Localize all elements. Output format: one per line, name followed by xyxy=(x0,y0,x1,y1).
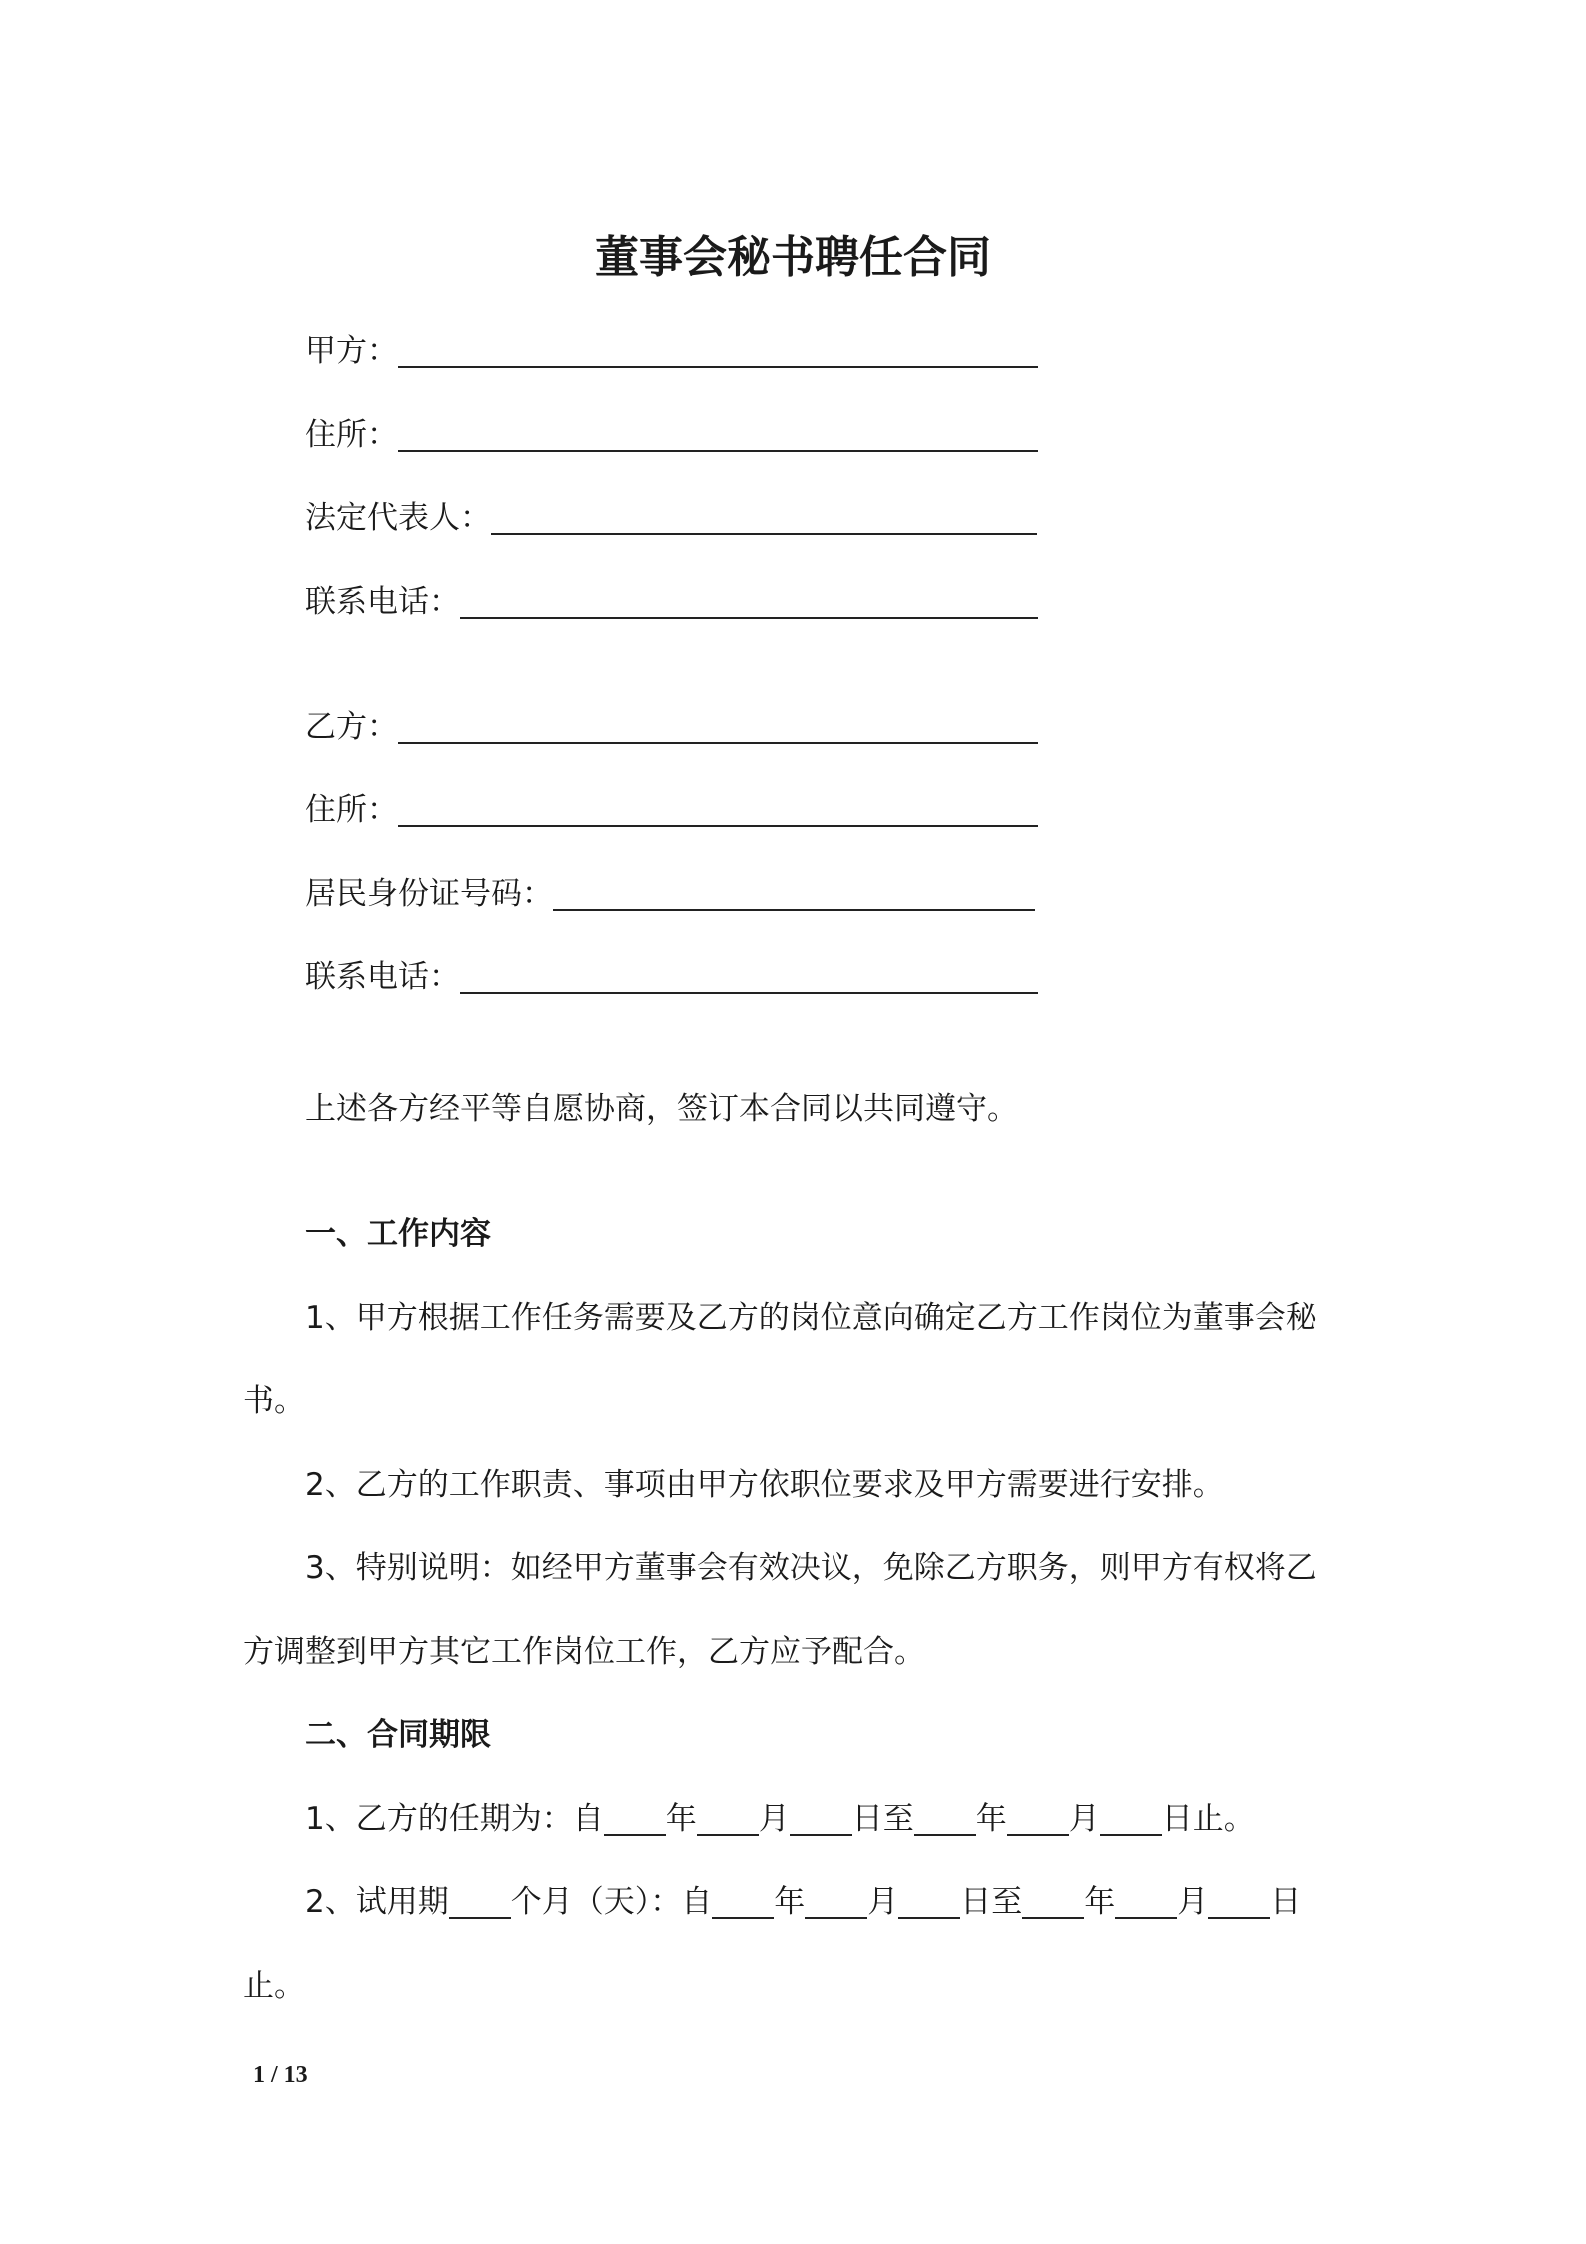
section2-item1-prefix: 1、乙方的任期为：自 xyxy=(305,1801,604,1837)
preamble: 上述各方经平等自愿协商，签订本合同以共同遵守。 xyxy=(305,1091,1018,1127)
section2-item2 xyxy=(305,1881,1301,1923)
party-b-id-line[interactable] xyxy=(553,879,1035,911)
probation-length-blank[interactable] xyxy=(449,1887,511,1919)
year-label: 年 xyxy=(665,1801,697,1837)
section2-item2-line2: 止。 xyxy=(243,1968,305,2004)
start-year-blank[interactable] xyxy=(604,1804,666,1836)
section1-item3-line2: 方调整到甲方其它工作岗位工作，乙方应予配合。 xyxy=(243,1634,925,1670)
section2-item1 xyxy=(305,1798,1255,1840)
month-label: 月 xyxy=(758,1801,790,1837)
party-a-rep-field xyxy=(305,489,1037,539)
probation-start-day-blank[interactable] xyxy=(898,1887,960,1919)
probation-start-year-blank[interactable] xyxy=(712,1887,774,1919)
month-label: 月 xyxy=(867,1884,899,1920)
probation-end-day-blank[interactable] xyxy=(1208,1887,1270,1919)
section2-item2-prefix: 2、试用期 xyxy=(305,1884,449,1920)
party-a-address-label: 住所： xyxy=(305,417,398,453)
party-a-address-line[interactable] xyxy=(398,420,1038,452)
party-b-phone-field xyxy=(305,948,1038,998)
year-label: 年 xyxy=(1084,1884,1116,1920)
end-month-blank[interactable] xyxy=(1007,1804,1069,1836)
party-b-id-label: 居民身份证号码： xyxy=(305,876,553,912)
probation-end-month-blank[interactable] xyxy=(1115,1887,1177,1919)
party-a-rep-label: 法定代表人： xyxy=(305,500,491,536)
section1-item1-line2: 书。 xyxy=(243,1383,305,1419)
party-b-phone-label: 联系电话： xyxy=(305,959,460,995)
party-a-phone-label: 联系电话： xyxy=(305,584,460,620)
party-b-phone-line[interactable] xyxy=(460,962,1038,994)
start-day-blank[interactable] xyxy=(790,1804,852,1836)
party-b-id-field xyxy=(305,865,1035,915)
section2-heading: 二、合同期限 xyxy=(305,1717,491,1753)
start-month-blank[interactable] xyxy=(697,1804,759,1836)
probation-end-year-blank[interactable] xyxy=(1022,1887,1084,1919)
section1-item1-line1: 1、甲方根据工作任务需要及乙方的岗位意向确定乙方工作岗位为董事会秘 xyxy=(305,1300,1317,1336)
end-day-blank[interactable] xyxy=(1100,1804,1162,1836)
party-b-address-line[interactable] xyxy=(398,795,1038,827)
year-label: 年 xyxy=(774,1884,806,1920)
party-b-name-line[interactable] xyxy=(398,712,1038,744)
section1-item3-line1: 3、特别说明：如经甲方董事会有效决议，免除乙方职务，则甲方有权将乙 xyxy=(305,1550,1317,1586)
party-b-address-label: 住所： xyxy=(305,792,398,828)
party-a-address-field xyxy=(305,406,1038,456)
party-a-phone-field xyxy=(305,573,1038,623)
section1-heading: 一、工作内容 xyxy=(305,1216,491,1252)
day-to-label: 日至 xyxy=(960,1884,1023,1920)
end-year-blank[interactable] xyxy=(914,1804,976,1836)
section1-item2: 2、乙方的工作职责、事项由甲方依职位要求及甲方需要进行安排。 xyxy=(305,1467,1224,1503)
party-a-name-field xyxy=(305,322,1038,372)
month-label: 月 xyxy=(1068,1801,1100,1837)
party-b-name-label: 乙方： xyxy=(305,709,398,745)
party-b-name-field xyxy=(305,698,1038,748)
day-label: 日 xyxy=(1270,1884,1302,1920)
month-label: 月 xyxy=(1177,1884,1209,1920)
probation-start-month-blank[interactable] xyxy=(805,1887,867,1919)
months-label: 个月（天）：自 xyxy=(510,1884,713,1920)
party-b-address-field xyxy=(305,781,1038,831)
party-a-name-line[interactable] xyxy=(398,336,1038,368)
party-a-name-label: 甲方： xyxy=(305,333,398,369)
year-label: 年 xyxy=(975,1801,1007,1837)
document-title: 董事会秘书聘任合同 xyxy=(595,232,991,283)
party-a-rep-line[interactable] xyxy=(491,503,1037,535)
page-number: 1 / 13 xyxy=(253,2062,308,2088)
day-to-label: 日至 xyxy=(851,1801,914,1837)
end-label: 日止。 xyxy=(1161,1801,1255,1837)
party-a-phone-line[interactable] xyxy=(460,587,1038,619)
